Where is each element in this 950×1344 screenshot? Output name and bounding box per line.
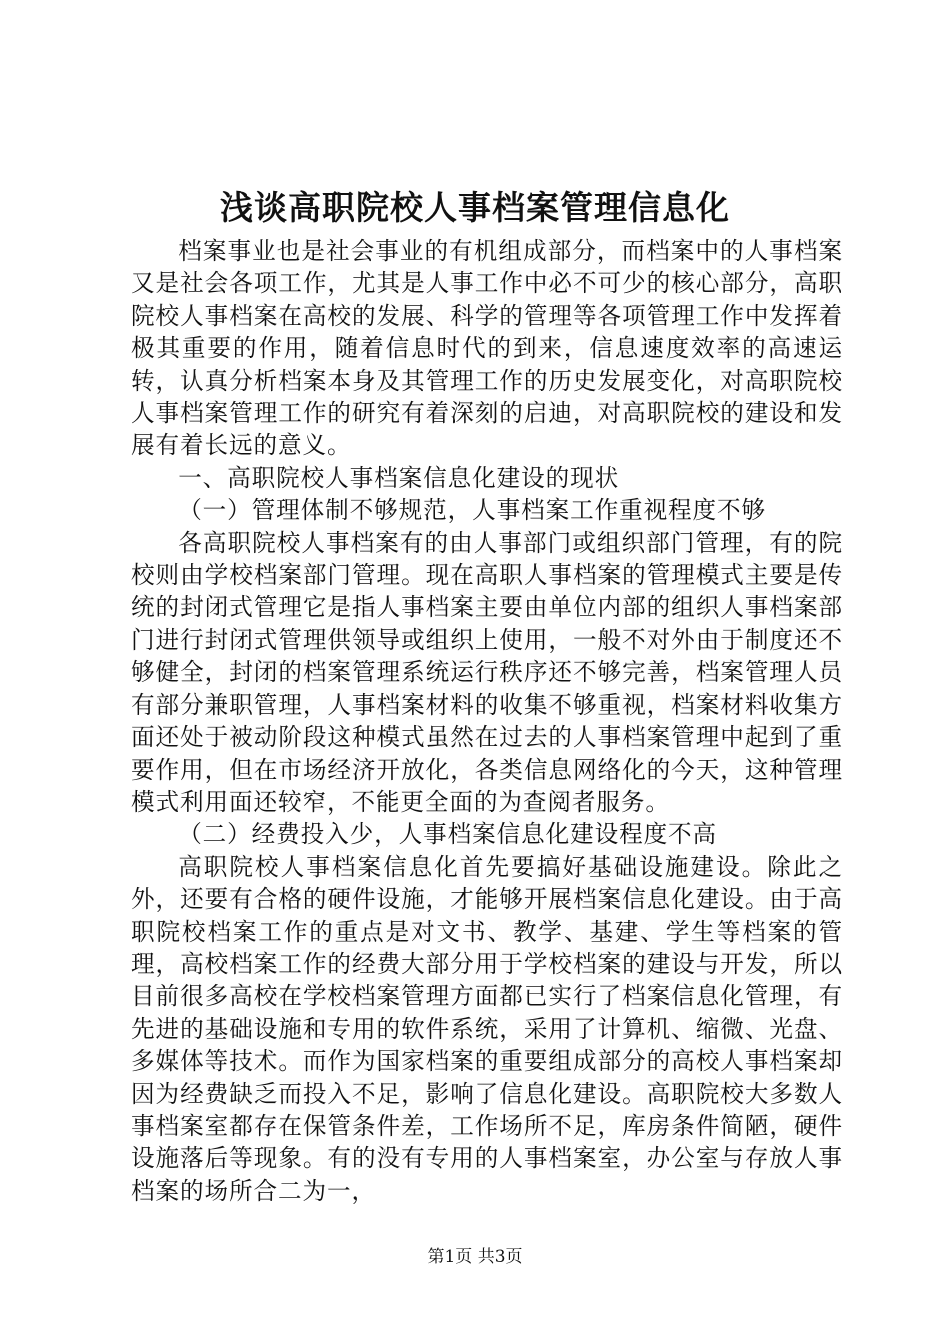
body-paragraph: 各高职院校人事档案有的由人事部门或组织部门管理，有的院校则由学校档案部门管理。现在高职人事档案的管理模式主要是传统的封闭式管理它是指人事档案主要由单位内部的组织人事档案部门进行封闭式管理供领导或组织上使用，一般不对外由于制度还不够健全，封闭的档案管理系统运行秩序还不够完善，档案管理人员有部分兼职管理，人事档案材料的收集不够重视，档案材料收集方面还处于被动阶段这种模式虽然在过去的人事档案管理中起到了重要作用，但在市场经济开放化，各类信息网络化的今天，这种管理模式利用面还较窄，不能更全面的为查阅者服务。 <box>131 528 843 816</box>
page-footer: 第1页 共3页 <box>427 1247 523 1267</box>
subsection-heading: （二）经费投入少，人事档案信息化建设程度不高 <box>178 820 718 849</box>
subsection-heading: （一）管理体制不够规范，人事档案工作重视程度不够 <box>178 496 767 525</box>
section-heading: 一、高职院校人事档案信息化建设的现状 <box>178 463 620 492</box>
document-body <box>131 235 843 1207</box>
body-paragraph: 档案事业也是社会事业的有机组成部分，而档案中的人事档案又是社会各项工作，尤其是人事工作中必不可少的核心部分，高职院校人事档案在高校的发展、科学的管理等各项管理工作中发挥着极其重要的作用，随着信息时代的到来，信息速度效率的高速运转，认真分析档案本身及其管理工作的历史发展变化，对高职院校人事档案管理工作的研究有着深刻的启迪，对高职院校的建设和发展有着长远的意义。 <box>131 237 843 460</box>
document-title: 浅谈高职院校人事档案管理信息化 <box>220 188 730 227</box>
body-paragraph: 高职院校人事档案信息化首先要搞好基础设施建设。除此之外，还要有合格的硬件设施，才能够开展档案信息化建设。由于高职院校档案工作的重点是对文书、教学、基建、学生等档案的管理，高校档案工作的经费大部分用于学校档案的建设与开发，所以目前很多高校在学校档案管理方面都已实行了档案信息化管理，有先进的基础设施和专用的软件系统，采用了计算机、缩微、光盘、多媒体等技术。而作为国家档案的重要组成部分的高校人事档案却因为经费缺乏而投入不足，影响了信息化建设。高职院校大多数人事档案室都存在保管条件差，工作场所不足，库房条件简陋，硬件设施落后等现象。有的没有专用的人事档案室，办公室与存放人事档案的场所合二为一， <box>131 852 843 1205</box>
